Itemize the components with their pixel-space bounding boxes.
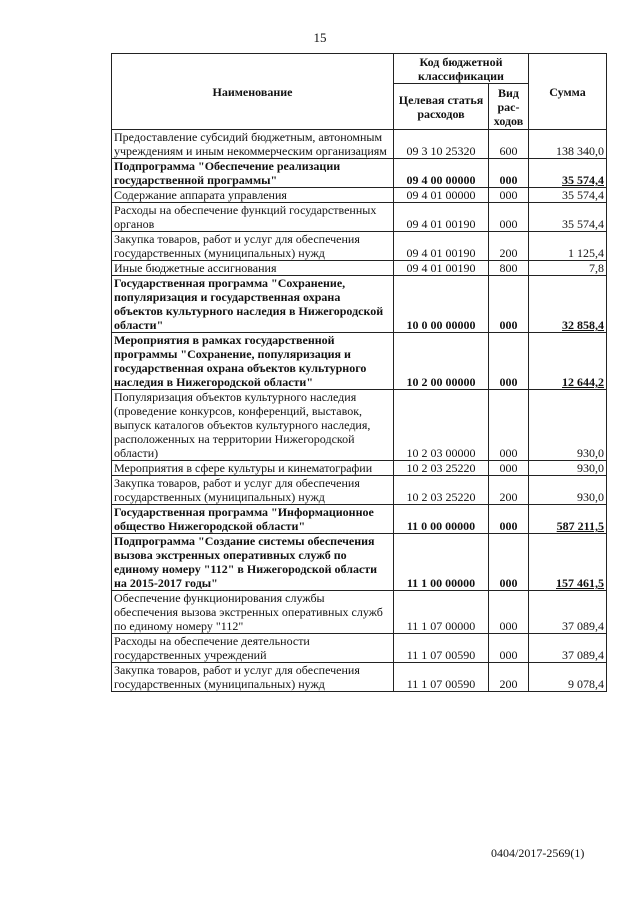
row-expense-type: 000 xyxy=(489,534,529,591)
row-name: Государственная программа "Сохранение, популяризация и государственная охрана объектов культурного наследия в Нижегородской области" xyxy=(112,276,394,333)
table-row xyxy=(112,188,607,203)
row-expense-type: 000 xyxy=(489,634,529,663)
table-row xyxy=(112,461,607,476)
row-target-code: 11 0 00 00000 xyxy=(394,505,489,534)
row-sum: 35 574,4 xyxy=(529,203,607,232)
header-sum: Сумма xyxy=(529,54,607,130)
row-sum: 37 089,4 xyxy=(529,634,607,663)
row-expense-type: 000 xyxy=(489,276,529,333)
row-sum: 930,0 xyxy=(529,461,607,476)
row-expense-type: 000 xyxy=(489,333,529,390)
row-expense-type: 200 xyxy=(489,232,529,261)
row-target-code: 09 3 10 25320 xyxy=(394,130,489,159)
table-row xyxy=(112,276,607,333)
table-row xyxy=(112,203,607,232)
row-sum: 9 078,4 xyxy=(529,663,607,692)
page-number: 15 xyxy=(313,30,327,45)
row-target-code: 11 1 07 00590 xyxy=(394,663,489,692)
table-row xyxy=(112,534,607,591)
table-row xyxy=(112,130,607,159)
budget-table xyxy=(111,53,607,692)
row-sum: 930,0 xyxy=(529,476,607,505)
row-name: Закупка товаров, работ и услуг для обеспечения государственных (муниципальных) нужд xyxy=(112,232,394,261)
header-type: Вид рас-ходов xyxy=(489,84,529,130)
row-target-code: 09 4 01 00190 xyxy=(394,261,489,276)
row-name: Расходы на обеспечение деятельности государственных учреждений xyxy=(112,634,394,663)
document-code: 0404/2017-2569(1) xyxy=(491,846,585,860)
table-row xyxy=(112,390,607,461)
header-name: Наименование xyxy=(112,54,394,130)
row-name: Иные бюджетные ассигнования xyxy=(112,261,394,276)
row-sum: 157 461,5 xyxy=(529,534,607,591)
table-row xyxy=(112,159,607,188)
row-name: Подпрограмма "Создание системы обеспечения вызова экстренных оперативных служб по единому номеру "112" в Нижегородской области на 2015-2017 годы" xyxy=(112,534,394,591)
row-name: Расходы на обеспечение функций государственных органов xyxy=(112,203,394,232)
row-name: Мероприятия в сфере культуры и кинематографии xyxy=(112,461,394,476)
row-name: Мероприятия в рамках государственной программы "Сохранение, популяризация и государственная охрана объектов культурного наследия в Нижегородской области" xyxy=(112,333,394,390)
row-sum: 32 858,4 xyxy=(529,276,607,333)
row-name: Государственная программа "Информационное общество Нижегородской области" xyxy=(112,505,394,534)
row-sum: 35 574,4 xyxy=(529,188,607,203)
row-name: Предоставление субсидий бюджетным, автономным учреждениям и иным некоммерческим организациям xyxy=(112,130,394,159)
table-row xyxy=(112,476,607,505)
row-target-code: 11 1 00 00000 xyxy=(394,534,489,591)
table-row xyxy=(112,591,607,634)
row-expense-type: 200 xyxy=(489,663,529,692)
table-row xyxy=(112,634,607,663)
row-sum: 930,0 xyxy=(529,390,607,461)
table-row xyxy=(112,505,607,534)
row-name: Закупка товаров, работ и услуг для обеспечения государственных (муниципальных) нужд xyxy=(112,663,394,692)
row-sum: 37 089,4 xyxy=(529,591,607,634)
row-target-code: 10 2 03 25220 xyxy=(394,461,489,476)
row-expense-type: 000 xyxy=(489,505,529,534)
row-expense-type: 000 xyxy=(489,390,529,461)
row-name: Обеспечение функционирования службы обеспечения вызова экстренных оперативных служб по единому номеру "112" xyxy=(112,591,394,634)
row-target-code: 10 2 03 00000 xyxy=(394,390,489,461)
row-target-code: 10 2 03 25220 xyxy=(394,476,489,505)
row-target-code: 09 4 01 00000 xyxy=(394,188,489,203)
row-target-code: 09 4 01 00190 xyxy=(394,232,489,261)
row-name: Закупка товаров, работ и услуг для обеспечения государственных (муниципальных) нужд xyxy=(112,476,394,505)
row-expense-type: 800 xyxy=(489,261,529,276)
row-sum: 35 574,4 xyxy=(529,159,607,188)
row-name: Популяризация объектов культурного наследия (проведение конкурсов, конференций, выставок, выпуск каталогов объектов культурного наследия, расположенных на территории Нижегородской области) xyxy=(112,390,394,461)
table-row xyxy=(112,261,607,276)
table-row xyxy=(112,333,607,390)
table-row xyxy=(112,232,607,261)
row-expense-type: 000 xyxy=(489,203,529,232)
row-target-code: 10 2 00 00000 xyxy=(394,333,489,390)
row-expense-type: 000 xyxy=(489,591,529,634)
row-name: Содержание аппарата управления xyxy=(112,188,394,203)
row-sum: 7,8 xyxy=(529,261,607,276)
header-target: Целевая статья расходов xyxy=(394,84,489,130)
row-sum: 1 125,4 xyxy=(529,232,607,261)
row-target-code: 10 0 00 00000 xyxy=(394,276,489,333)
row-target-code: 11 1 07 00000 xyxy=(394,591,489,634)
table-row xyxy=(112,663,607,692)
row-expense-type: 000 xyxy=(489,188,529,203)
row-sum: 587 211,5 xyxy=(529,505,607,534)
row-name: Подпрограмма "Обеспечение реализации государственной программы" xyxy=(112,159,394,188)
row-expense-type: 000 xyxy=(489,461,529,476)
row-target-code: 09 4 01 00190 xyxy=(394,203,489,232)
row-sum: 138 340,0 xyxy=(529,130,607,159)
row-expense-type: 000 xyxy=(489,159,529,188)
header-kbk: Код бюджетной классификации xyxy=(394,54,529,84)
row-target-code: 09 4 00 00000 xyxy=(394,159,489,188)
table-body xyxy=(112,130,607,692)
row-expense-type: 200 xyxy=(489,476,529,505)
row-sum: 12 644,2 xyxy=(529,333,607,390)
row-target-code: 11 1 07 00590 xyxy=(394,634,489,663)
row-expense-type: 600 xyxy=(489,130,529,159)
